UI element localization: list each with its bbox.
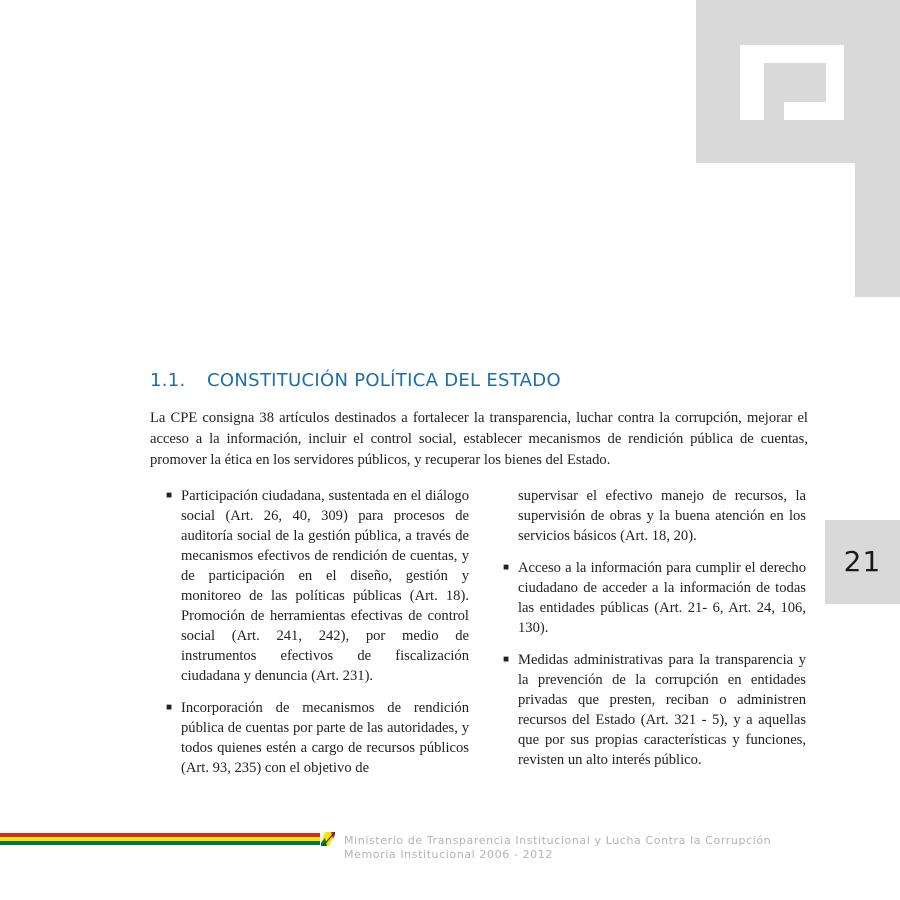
bullet-marker: ■: [503, 562, 510, 573]
left-column: [166, 486, 469, 790]
flag-stripe-green: [0, 841, 320, 845]
footer-ministry: Ministerio de Transparencia Institucional y Lucha Contra la Corrupción: [344, 834, 772, 847]
intro-paragraph: La CPE consigna 38 artículos destinados a fortalecer la transparencia, luchar contra la corrupción, mejorar el acceso a la información, incluir el control social, establecer mecanismos de rendición pública de cuentas, promover la ética en los servidores públicos, y recuperar los bienes del Estado.: [150, 410, 808, 468]
section-title: CONSTITUCIÓN POLÍTICA DEL ESTADO: [207, 370, 561, 391]
bullet-text: Participación ciudadana, sustentada en el diálogo social (Art. 26, 40, 309) para procesos de auditoría social de la gestión pública, a través de mecanismos efectivos de rendición de cuentas, y de participación en el diseño, gestión y monitoreo de las políticas públicas (Art. 18). Promoción de herramientas efectivas de control social (Art. 241, 242), por medio de instrumentos efectivos de fiscalización ciudadana y denuncia (Art. 231).: [181, 488, 469, 684]
page-number-tab: [825, 520, 900, 604]
bullet-item: [503, 558, 806, 638]
bullet-item: [503, 650, 806, 770]
bullet-marker: ■: [166, 702, 173, 713]
bullet-text: Medidas administrativas para la transparencia y la prevención de la corrupción en entidades privadas que presten, reciban o administren recursos del Estado (Art. 321 - 5), y a aquellas que por sus propias características y funciones, revisten un alto interés público.: [518, 652, 806, 768]
footer-report-title: Memoria Institucional 2006 - 2012: [344, 848, 553, 861]
bullet-marker: ■: [503, 654, 510, 665]
bullet-continuation: supervisar el efectivo manejo de recursos, la supervisión de obras y la buena atención en los servicios básicos (Art. 18, 20).: [518, 488, 806, 544]
section-number: 1.1.: [150, 370, 186, 391]
bullet-item: [166, 486, 469, 686]
page-number: 21: [843, 545, 882, 578]
footer: [344, 834, 771, 862]
bullet-item: [166, 698, 469, 778]
right-gray-strip: [855, 0, 900, 297]
flag-stripe: [0, 833, 320, 845]
bullet-text: Incorporación de mecanismos de rendición pública de cuentas por parte de las autoridades, y todos quienes estén a cargo de recursos públicos (Art. 93, 235) con el objetivo de: [181, 700, 469, 776]
bullet-text: Acceso a la información para cumplir el derecho ciudadano de acceder a la información de todas las entidades públicas (Art. 21- 6, Art. 24, 106, 130).: [518, 560, 806, 636]
right-column: [503, 486, 806, 782]
section-heading: [150, 370, 800, 394]
bullet-marker: ■: [166, 490, 173, 501]
flag-emblem-icon: [321, 832, 335, 846]
spiral-decoration-icon: [740, 45, 844, 120]
